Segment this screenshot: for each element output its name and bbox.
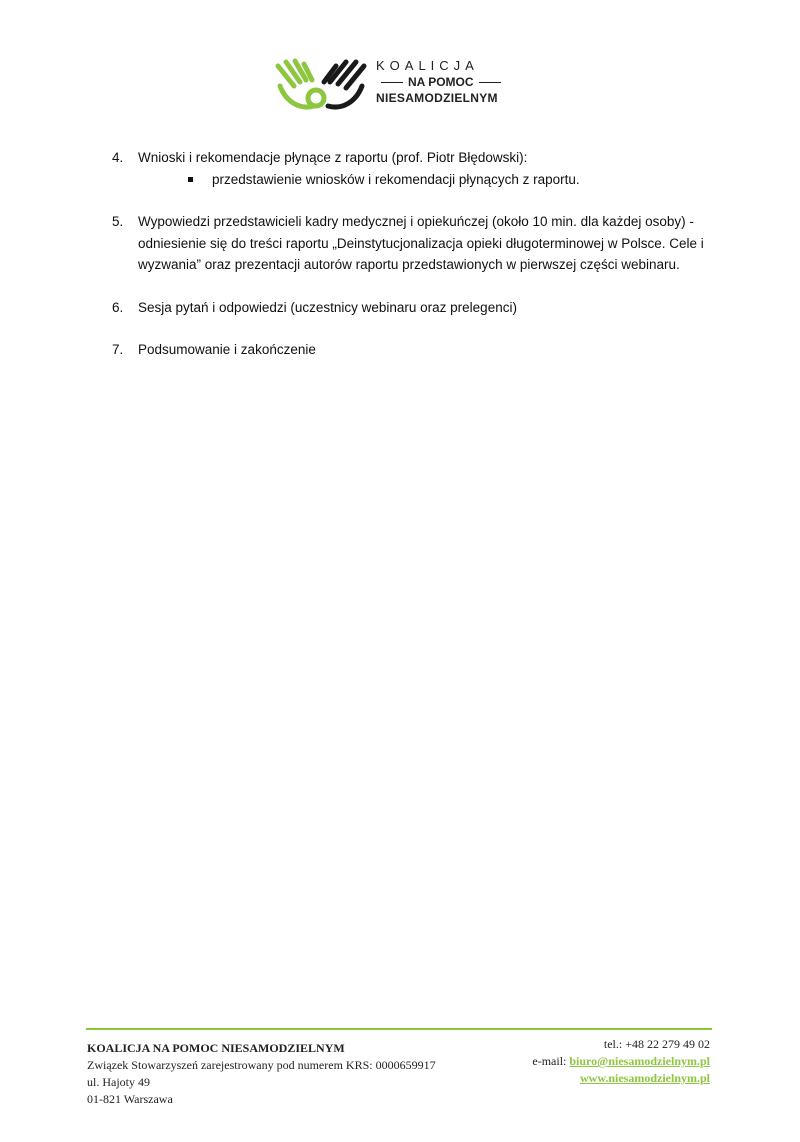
footer-divider — [86, 1028, 712, 1030]
hands-icon — [272, 56, 372, 116]
agenda-item-6 — [112, 297, 732, 319]
item-number: 7. — [112, 342, 124, 357]
logo-line-koalicja: KOALICJA — [376, 58, 479, 73]
sub-item-text: przedstawienie wniosków i rekomendacji płynących z raportu. — [212, 171, 580, 187]
item-number: 6. — [112, 299, 124, 315]
organization-logo — [272, 56, 532, 116]
item-text: Sesja pytań i odpowiedzi (uczestnicy webinaru oraz prelegenci) — [138, 299, 517, 315]
item-text: Wnioski i rekomendacje płynące z raportu (prof. Piotr Błędowski): — [138, 150, 528, 165]
item-number: 5. — [112, 214, 124, 229]
footer-email-line — [532, 1053, 710, 1070]
footer-org-name: KOALICJA NA POMOC NIESAMODZIELNYM — [87, 1041, 345, 1055]
footer-registration: Związek Stowarzyszeń zarejestrowany pod numerem KRS: 0000659917 — [87, 1058, 436, 1072]
footer-street: ul. Hajoty 49 — [87, 1075, 150, 1089]
item-number: 4. — [112, 150, 124, 165]
footer-address — [87, 1040, 436, 1108]
square-bullet-icon — [188, 177, 193, 182]
footer-phone: tel.: +48 22 279 49 02 — [603, 1037, 710, 1051]
agenda-item-4 — [112, 147, 732, 190]
agenda-item-7 — [112, 339, 732, 361]
logo-line-niesamodzielnym: NIESAMODZIELNYM — [376, 91, 498, 105]
footer-city: 01-821 Warszawa — [87, 1092, 173, 1106]
footer-contact — [532, 1036, 710, 1087]
item-text: Wypowiedzi przedstawicieli kadry medycznej i opiekuńczej (około 10 min. dla każdej osoby) - odniesienie się do treści raportu „Deinstytucjonalizacja opieki długoterminowej w Polsce. Cele i wyzwania” oraz prezentacji autorów raportu przedstawionych w pierwszej części webinaru. — [138, 214, 704, 272]
sub-item — [138, 169, 732, 191]
agenda-item-5 — [112, 211, 732, 276]
item-text: Podsumowanie i zakończenie — [138, 342, 316, 357]
email-link[interactable]: biuro@niesamodzielnym.pl — [569, 1054, 710, 1068]
email-label: e-mail: — [532, 1054, 570, 1068]
website-link[interactable]: www.niesamodzielnym.pl — [579, 1071, 710, 1085]
logo-line-na-pomoc: NA POMOC — [376, 74, 526, 90]
agenda-list — [112, 147, 732, 382]
